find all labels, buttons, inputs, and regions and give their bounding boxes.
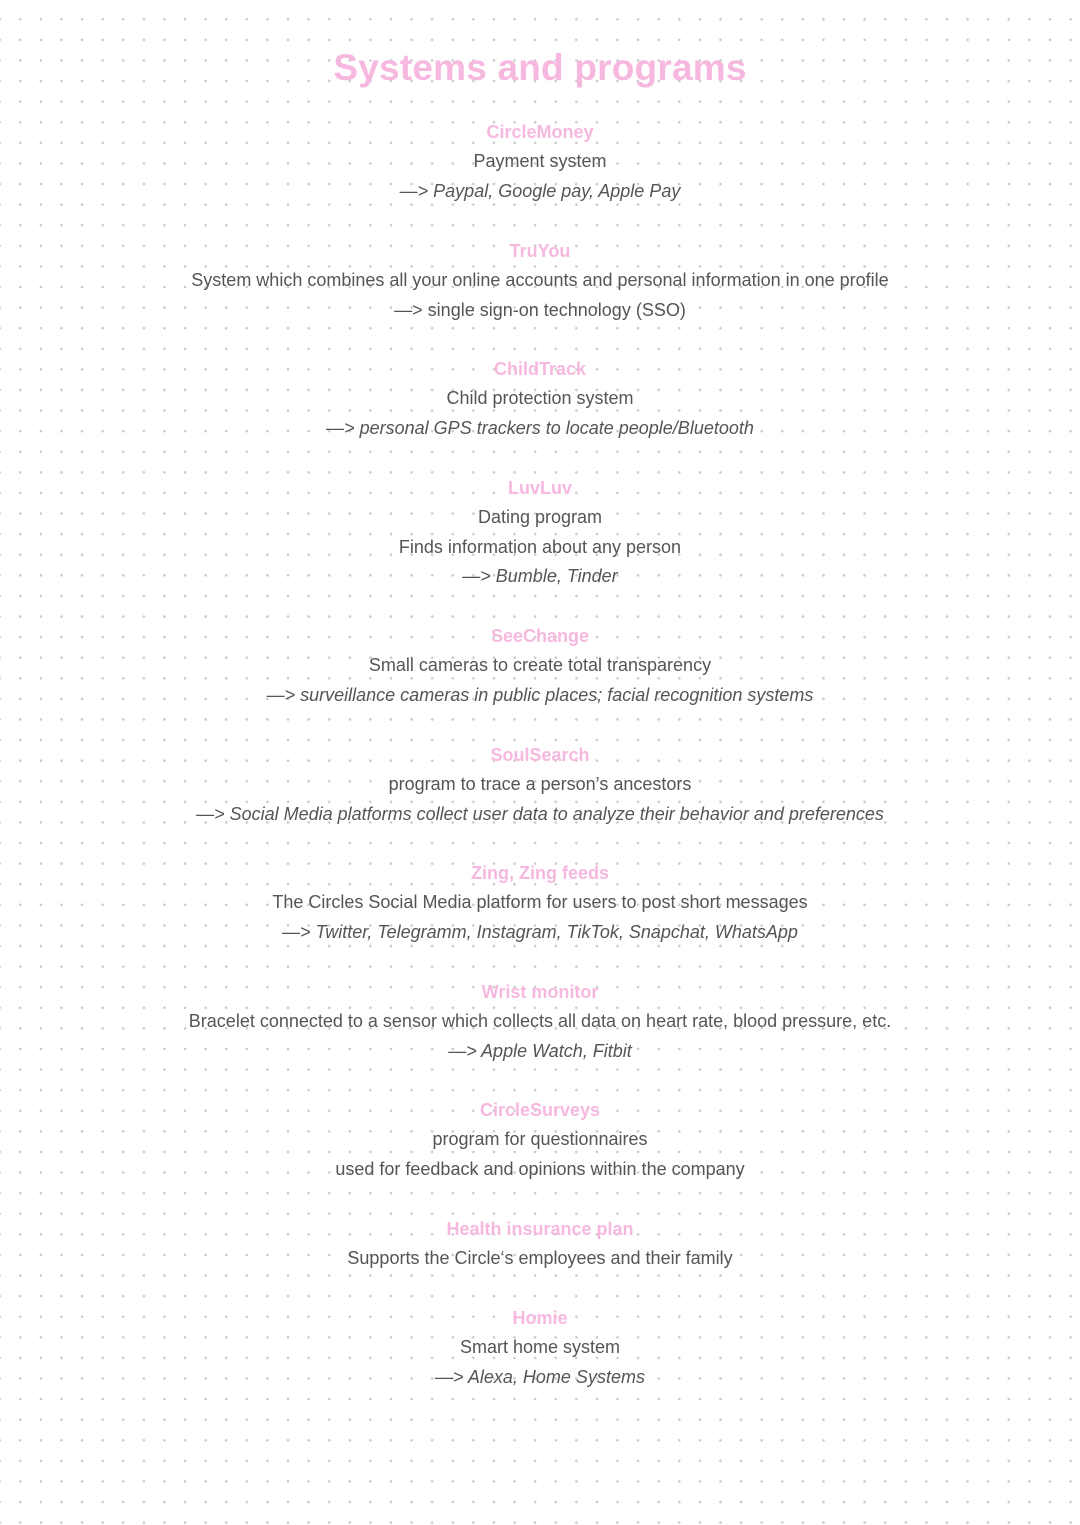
section-line: used for feedback and opinions within the company [335, 1158, 745, 1179]
section-luvluv [0, 473, 1080, 592]
section-line: Small cameras to create total transparency [368, 655, 712, 675]
section-homie [0, 1303, 1080, 1392]
section-truyou [0, 236, 1080, 325]
section-zing [0, 858, 1080, 947]
section-circlesurveys [0, 1095, 1080, 1184]
section-line: Dating program [477, 507, 603, 527]
section-line: —> single sign-on technology (SSO) [394, 299, 686, 320]
section-heading: SoulSearch [490, 745, 590, 765]
section-example-line: —> Paypal, Google pay, Apple Pay [399, 180, 681, 201]
section-line: The Circles Social Media platform for users to post short messages [272, 892, 808, 912]
section-childtrack [0, 354, 1080, 443]
section-soulsearch [0, 740, 1080, 829]
section-heading: ChildTrack [493, 359, 587, 379]
section-heading: Zing, Zing feeds [471, 863, 609, 883]
section-example-line: —> personal GPS trackers to locate people/Bluetooth [326, 417, 754, 438]
section-heading: Homie [512, 1308, 568, 1328]
section-circlemoney [0, 117, 1080, 206]
section-heading: LuvLuv [507, 478, 572, 498]
section-line: System which combines all your online accounts and personal information in one profile [191, 270, 889, 290]
section-heading: TruYou [509, 241, 571, 261]
section-example-line: —> Social Media platforms collect user data to analyze their behavior and preferences [196, 803, 884, 824]
section-health-insurance-plan [0, 1214, 1080, 1274]
section-line: program to trace a person’s ancestors [388, 774, 692, 794]
section-seechange [0, 621, 1080, 710]
section-example-line: —> Twitter, Telegramm, Instagram, TikTok, Snapchat, WhatsApp [282, 921, 798, 942]
section-heading: SeeChange [490, 626, 590, 646]
section-line: Bracelet connected to a sensor which collects all data on heart rate, blood pressure, etc. [188, 1011, 892, 1031]
page-title: Systems and programs [333, 47, 747, 88]
section-line: Child protection system [446, 388, 634, 408]
section-example-line: —> surveillance cameras in public places; facial recognition systems [266, 684, 814, 705]
section-heading: Wrist monitor [481, 982, 599, 1002]
section-line: Finds information about any person [398, 536, 682, 557]
section-line: Payment system [473, 151, 607, 171]
section-heading: CircleMoney [486, 122, 594, 142]
section-example-line: —> Alexa, Home Systems [435, 1366, 645, 1387]
section-example-line: —> Bumble, Tinder [462, 566, 618, 587]
section-example-line: —> Apple Watch, Fitbit [448, 1040, 632, 1061]
section-wrist-monitor [0, 977, 1080, 1066]
section-heading: Health insurance plan [446, 1219, 634, 1239]
section-line: Smart home system [459, 1337, 621, 1357]
section-heading: CircleSurveys [479, 1100, 601, 1120]
section-line: program for questionnaires [432, 1129, 648, 1149]
section-line: Supports the Circle‘s employees and their family [347, 1248, 733, 1268]
